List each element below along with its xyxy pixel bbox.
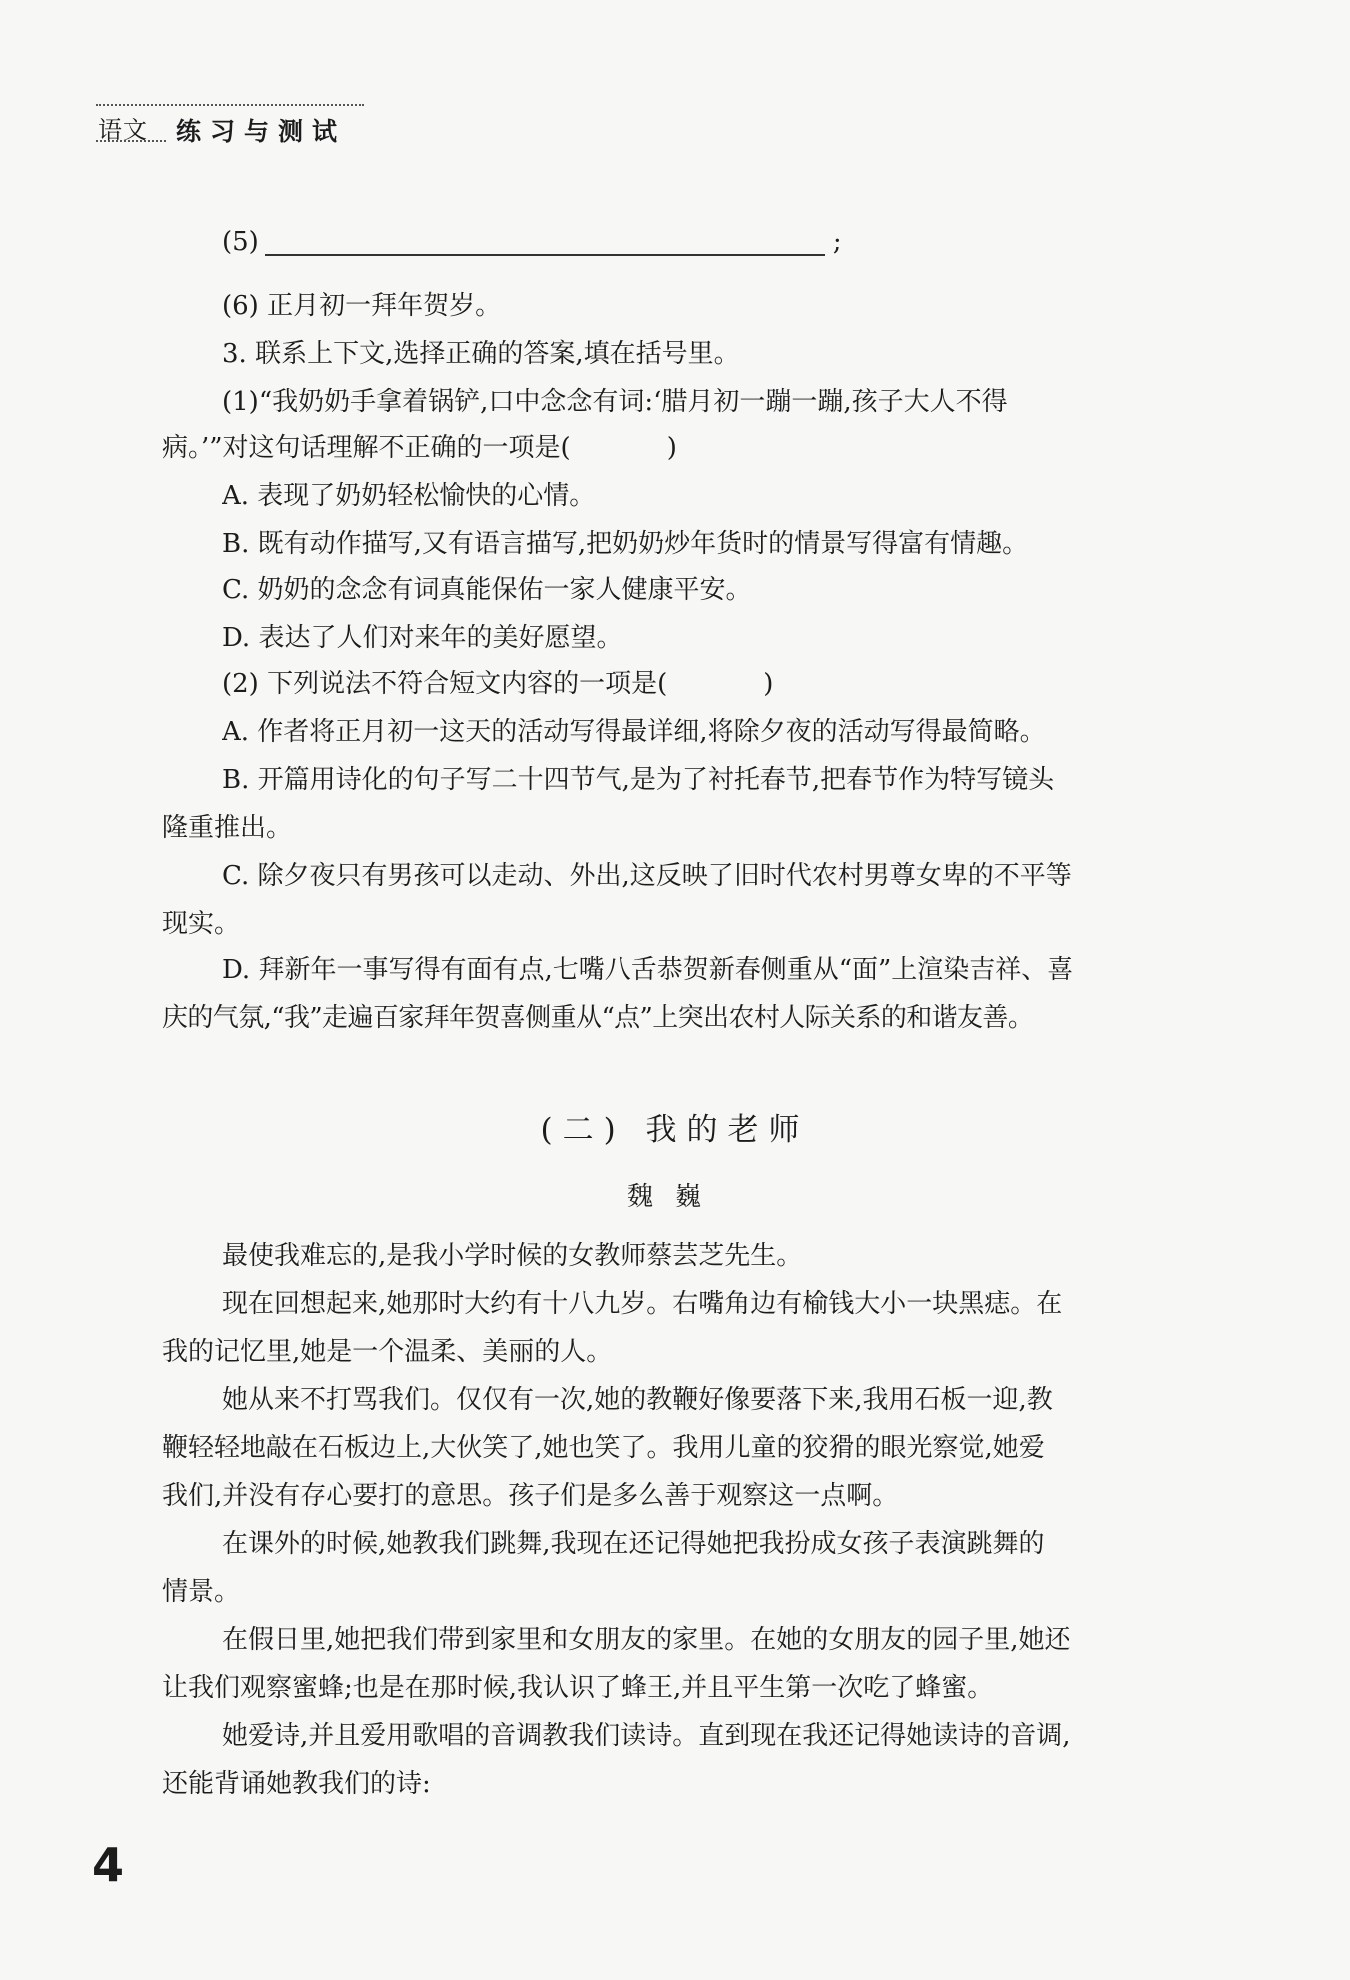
story-line: 她爱诗,并且爱用歌唱的音调教我们读诗。直到现在我还记得她读诗的音调, xyxy=(222,1721,1071,1751)
question-5-number: (5) xyxy=(222,227,259,257)
story-line: 还能背诵她教我们的诗: xyxy=(162,1769,431,1799)
option-d-continued: 庆的气氛,“我”走遍百家拜年贺喜侧重从“点”上突出农村人际关系的和谐友善。 xyxy=(162,1003,1034,1033)
question-5-semicolon: ; xyxy=(832,227,842,257)
subject-label: 语文 xyxy=(98,116,148,144)
header-dotted-rule xyxy=(96,104,364,106)
series-title: 练习与测试 xyxy=(176,117,347,146)
option-a: A. 作者将正月初一这天的活动写得最详细,将除夕夜的活动写得最简略。 xyxy=(222,717,1046,747)
story-line: 她从来不打骂我们。仅仅有一次,她的教鞭好像要落下来,我用石板一迎,教 xyxy=(222,1385,1053,1415)
option-b: B. 开篇用诗化的句子写二十四节气,是为了衬托春节,把春节作为特写镜头 xyxy=(222,765,1055,795)
option-a: A. 表现了奶奶轻松愉快的心情。 xyxy=(222,481,596,511)
question-stem-line xyxy=(222,660,1216,708)
option-b: B. 既有动作描写,又有语言描写,把奶奶炒年货时的情景写得富有情趣。 xyxy=(222,529,1029,559)
running-header xyxy=(96,98,364,144)
story-line: 鞭轻轻地敲在石板边上,大伙笑了,她也笑了。我用儿童的狡猾的眼光察觉,她爱 xyxy=(162,1433,1045,1463)
story-line: 在假日里,她把我们带到家里和女朋友的家里。在她的女朋友的园子里,她还 xyxy=(222,1625,1071,1655)
closing-paren: ) xyxy=(763,669,774,699)
option-b-continued: 隆重推出。 xyxy=(162,813,293,843)
question-heading: 3. 联系上下文,选择正确的答案,填在括号里。 xyxy=(222,339,740,369)
story-line: 我们,并没有存心要打的意思。孩子们是多么善于观察这一点啊。 xyxy=(162,1481,899,1511)
text-line: (6) 正月初一拜年贺岁。 xyxy=(222,291,502,321)
question-5-line xyxy=(222,218,1216,266)
option-d: D. 拜新年一事写得有面有点,七嘴八舌恭贺新春侧重从“面”上渲染吉祥、喜 xyxy=(222,955,1074,985)
question-stem-line xyxy=(162,424,1216,472)
option-d: D. 表达了人们对来年的美好愿望。 xyxy=(222,623,623,653)
option-c: C. 奶奶的念念有词真能保佑一家人健康平安。 xyxy=(222,575,752,605)
closing-paren: ) xyxy=(666,433,677,463)
question-stem-text: (2) 下列说法不符合短文内容的一项是( xyxy=(222,669,668,699)
question-stem-text: 病。’”对这句话理解不正确的一项是( xyxy=(162,433,571,463)
story-line: 最使我难忘的,是我小学时候的女教师蔡芸芝先生。 xyxy=(222,1241,803,1271)
text-line: (1)“我奶奶手拿着锅铲,口中念念有词:‘腊月初一蹦一蹦,孩子大人不得 xyxy=(222,387,1008,417)
answer-blank[interactable] xyxy=(265,222,825,256)
option-c: C. 除夕夜只有男孩可以走动、外出,这反映了旧时代农村男尊女卑的不平等 xyxy=(222,861,1072,891)
story-line: 让我们观察蜜蜂;也是在那时候,我认识了蜂王,并且平生第一次吃了蜂蜜。 xyxy=(162,1673,994,1703)
section-title: (二) 我的老师 xyxy=(540,1112,810,1148)
story-line: 在课外的时候,她教我们跳舞,我现在还记得她把我扮成女孩子表演跳舞的 xyxy=(222,1529,1045,1559)
story-line: 我的记忆里,她是一个温柔、美丽的人。 xyxy=(162,1337,613,1367)
story-line: 情景。 xyxy=(162,1577,241,1607)
story-line: 现在回想起来,她那时大约有十八九岁。右嘴角边有榆钱大小一块黑痣。在 xyxy=(222,1289,1063,1319)
section-author: 魏巍 xyxy=(626,1182,723,1212)
page-number: 4 xyxy=(92,1838,125,1892)
option-c-continued: 现实。 xyxy=(162,909,241,939)
